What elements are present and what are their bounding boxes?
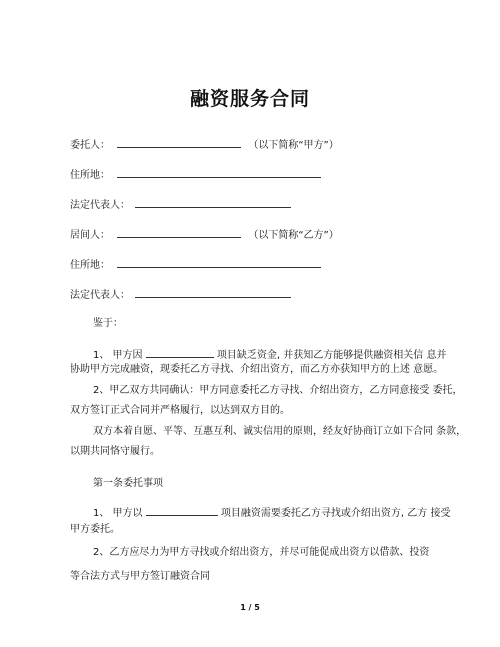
article-1-item-1-line-2: 甲方委托。 xyxy=(70,524,120,535)
client-rep-label: 法定代表人： xyxy=(70,200,130,211)
broker-rep-blank xyxy=(135,288,291,298)
client-row xyxy=(70,138,339,152)
project-name-blank xyxy=(146,348,214,358)
article-1-item-1-prefix: 1、 甲方以 xyxy=(93,508,143,519)
client-address-row xyxy=(70,168,321,182)
clause-1-line-1 xyxy=(93,348,446,362)
clause-1-suffix: 项目缺乏资金, 并获知乙方能够提供融资相关信 息并 xyxy=(216,350,447,361)
client-rep-row xyxy=(70,198,291,212)
article-1-item-2-line-2: 等合法方式与甲方签订融资合同 xyxy=(70,571,210,582)
broker-label: 居间人： xyxy=(70,230,110,241)
client-rep-blank xyxy=(135,198,291,208)
page-number: 1 / 5 xyxy=(240,603,260,612)
broker-rep-label: 法定代表人： xyxy=(70,290,130,301)
broker-name-blank xyxy=(117,228,241,238)
financing-project-blank xyxy=(146,506,218,516)
client-label: 委托人： xyxy=(70,140,110,151)
broker-address-blank xyxy=(117,258,321,268)
clause-1-prefix: 1、 甲方因 xyxy=(93,350,143,361)
article-1-item-1-suffix: 项目融资需要委托乙方寻找或介绍出资方, 乙方 接受 xyxy=(220,508,451,519)
broker-rep-row xyxy=(70,288,291,302)
article-1-item-1-line-1 xyxy=(93,506,450,520)
client-note: （以下简称“甲方”） xyxy=(248,140,339,151)
contract-title: 融资服务合同 xyxy=(189,88,310,110)
clause-1-line-2: 协助甲方完成融资，现委托乙方寻找、介绍出资方，而乙方亦获知甲方的上述 意愿。 xyxy=(70,364,444,375)
article-1-heading: 第一条委托事项 xyxy=(93,478,163,489)
broker-address-row xyxy=(70,258,321,272)
client-address-label: 住所地： xyxy=(70,170,110,181)
principles-line-1: 双方本着自愿、平等、互惠互利、诚实信用的原则，经友好协商订立如下合同 条款， xyxy=(93,426,467,437)
clause-2-line-2: 双方签订正式合同并严格履行，以达到双方目的。 xyxy=(70,405,290,416)
client-address-blank xyxy=(117,168,321,178)
clause-2-line-1: 2、甲乙双方共同确认：甲方同意委托乙方寻找、介绍出资方，乙方同意接受 委托， xyxy=(93,385,463,396)
broker-note: （以下简称“乙方”） xyxy=(248,230,339,241)
client-name-blank xyxy=(117,138,241,148)
principles-line-2: 以期共同恪守履行。 xyxy=(70,446,160,457)
whereas-label: 鉴于： xyxy=(93,318,123,329)
broker-address-label: 住所地： xyxy=(70,260,110,271)
article-1-item-2-line-1: 2、乙方应尽力为甲方寻找或介绍出资方，并尽可能促成出资方以借款、投资 xyxy=(93,547,430,558)
broker-row xyxy=(70,228,339,242)
